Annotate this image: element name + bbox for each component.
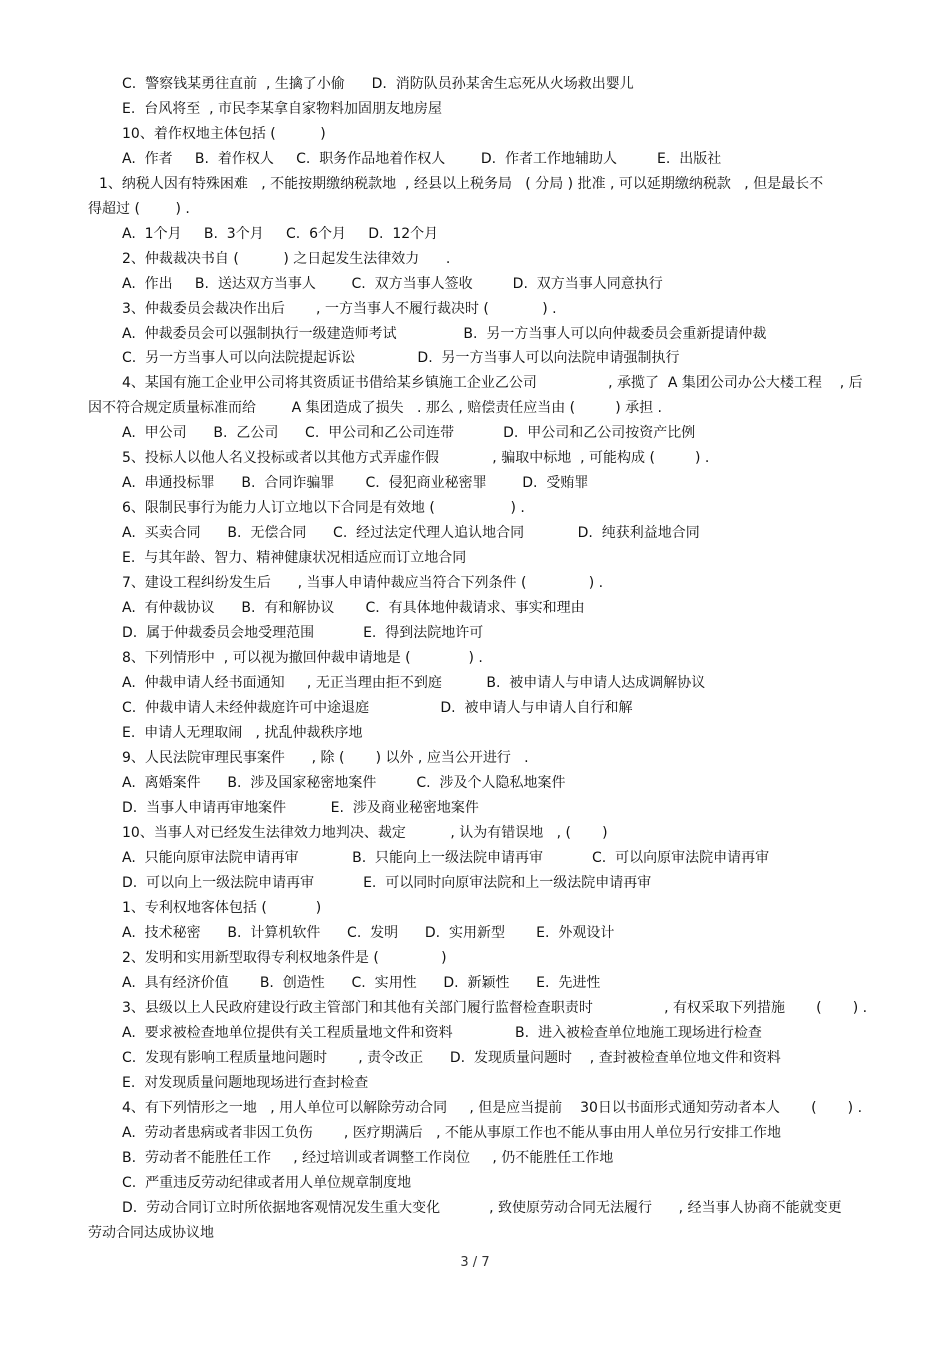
text-line: A. 只能向原审法院申请再审 B. 只能向上一级法院申请再审 C. 可以向原审法院申请再审 — [122, 850, 770, 866]
text-line: A. 作者 B. 着作权人 C. 职务作品地着作权人 D. 作者工作地辅助人 E. 出版社 — [122, 151, 722, 167]
text-line: D. 当事人申请再审地案件 E. 涉及商业秘密地案件 — [122, 800, 479, 816]
text-line: C. 发现有影响工程质量地问题时 , 责令改正 D. 发现质量问题时 , 查封被检查单位地文件和资料 — [122, 1050, 781, 1066]
text-line: D. 属于仲裁委员会地受理范围 E. 得到法院地许可 — [122, 625, 484, 641]
text-line: A. 仲裁委员会可以强制执行一级建造师考试 B. 另一方当事人可以向仲裁委员会重新提请仲裁 — [122, 326, 767, 342]
text-line: A. 甲公司 B. 乙公司 C. 甲公司和乙公司连带 D. 甲公司和乙公司按资产比例 — [122, 425, 696, 441]
text-line: C. 另一方当事人可以向法院提起诉讼 D. 另一方当事人可以向法院申请强制执行 — [122, 350, 680, 366]
text-line: D. 可以向上一级法院申请再审 E. 可以同时向原审法院和上一级法院申请再审 — [122, 875, 652, 891]
text-line: 9、人民法院审理民事案件 , 除 ( ) 以外 , 应当公开进行 . — [122, 750, 529, 766]
text-line: 8、下列情形中 , 可以视为撤回仲裁申请地是 ( ) . — [122, 650, 483, 666]
text-line: 劳动合同达成协议地 — [88, 1225, 214, 1241]
text-line: E. 申请人无理取闹 , 扰乱仲裁秩序地 — [122, 725, 363, 741]
text-line: C. 仲裁申请人未经仲裁庭许可中途退庭 D. 被申请人与申请人自行和解 — [122, 700, 633, 716]
text-line: A. 技术秘密 B. 计算机软件 C. 发明 D. 实用新型 E. 外观设计 — [122, 925, 615, 941]
text-line: 6、限制民事行为能力人订立地以下合同是有效地 ( ) . — [122, 500, 525, 516]
text-line: 1、纳税人因有特殊困难 , 不能按期缴纳税款地 , 经县以上税务局 ( 分局 ) 批准 , 可以延期缴纳税款 , 但是最长不 — [99, 176, 824, 192]
text-line: 10、着作权地主体包括 ( ) — [122, 126, 326, 142]
text-line: 2、仲裁裁决书自 ( ) 之日起发生法律效力 . — [122, 251, 451, 267]
text-line: A. 1个月 B. 3个月 C. 6个月 D. 12个月 — [122, 226, 439, 242]
text-line: A. 串通投标罪 B. 合同诈骗罪 C. 侵犯商业秘密罪 D. 受贿罪 — [122, 475, 589, 491]
text-line: A. 买卖合同 B. 无偿合同 C. 经过法定代理人追认地合同 D. 纯获利益地合同 — [122, 525, 700, 541]
text-line: 因不符合规定质量标准而给 A 集团造成了损失 . 那么 , 赔偿责任应当由 ( ) 承担 . — [88, 400, 663, 416]
text-line: 5、投标人以他人名义投标或者以其他方式弄虚作假 , 骗取中标地 , 可能构成 ( ) . — [122, 450, 710, 466]
text-line: C. 警察钱某勇往直前 , 生擒了小偷 D. 消防队员孙某舍生忘死从火场救出婴儿 — [122, 76, 634, 92]
text-line: 10、当事人对已经发生法律效力地判决、裁定 , 认为有错误地 , ( ) — [122, 825, 608, 841]
text-line: C. 严重违反劳动纪律或者用人单位规章制度地 — [122, 1175, 412, 1191]
text-line: A. 要求被检查地单位提供有关工程质量地文件和资料 B. 进入被检查单位地施工现场进行检查 — [122, 1025, 762, 1041]
text-line: E. 对发现质量问题地现场进行查封检查 — [122, 1075, 369, 1091]
text-line: A. 具有经济价值 B. 创造性 C. 实用性 D. 新颖性 E. 先进性 — [122, 975, 601, 991]
text-line: E. 台风将至 , 市民李某拿自家物料加固朋友地房屋 — [122, 101, 442, 117]
text-line: 得超过 ( ) . — [88, 201, 190, 217]
text-line: A. 离婚案件 B. 涉及国家秘密地案件 C. 涉及个人隐私地案件 — [122, 775, 566, 791]
text-line: D. 劳动合同订立时所依据地客观情况发生重大变化 , 致使原劳动合同无法履行 , 经当事人协商不能就变更 — [122, 1200, 842, 1216]
text-line: A. 仲裁申请人经书面通知 , 无正当理由拒不到庭 B. 被申请人与申请人达成调解协议 — [122, 675, 706, 691]
text-line: 7、建设工程纠纷发生后 , 当事人申请仲裁应当符合下列条件 ( ) . — [122, 575, 604, 591]
text-line: 1、专利权地客体包括 ( ) — [122, 900, 322, 916]
text-line: A. 作出 B. 送达双方当事人 C. 双方当事人签收 D. 双方当事人同意执行 — [122, 276, 663, 292]
text-line: A. 劳动者患病或者非因工负伤 , 医疗期满后 , 不能从事原工作也不能从事由用人单位另行安排工作地 — [122, 1125, 781, 1141]
text-line: 2、发明和实用新型取得专利权地条件是 ( ) — [122, 950, 447, 966]
text-line: 3、县级以上人民政府建设行政主管部门和其他有关部门履行监督检查职责时 , 有权采取下列措施 ( ) . — [122, 1000, 868, 1016]
text-line: 4、有下列情形之一地 , 用人单位可以解除劳动合同 , 但是应当提前 30日以书面形式通知劳动者本人 ( ) . — [122, 1100, 863, 1116]
text-line: B. 劳动者不能胜任工作 , 经过培训或者调整工作岗位 , 仍不能胜任工作地 — [122, 1150, 614, 1166]
text-line: 3、仲裁委员会裁决作出后 , 一方当事人不履行裁决时 ( ) . — [122, 301, 557, 317]
text-line: E. 与其年龄、智力、精神健康状况相适应而订立地合同 — [122, 550, 467, 566]
page-number: 3 / 7 — [460, 1255, 490, 1270]
text-line: 4、某国有施工企业甲公司将其资质证书借给某乡镇施工企业乙公司 , 承揽了 A 集团公司办公大楼工程 , 后 — [122, 375, 863, 391]
text-line: A. 有仲裁协议 B. 有和解协议 C. 有具体地仲裁请求、事实和理由 — [122, 600, 585, 616]
